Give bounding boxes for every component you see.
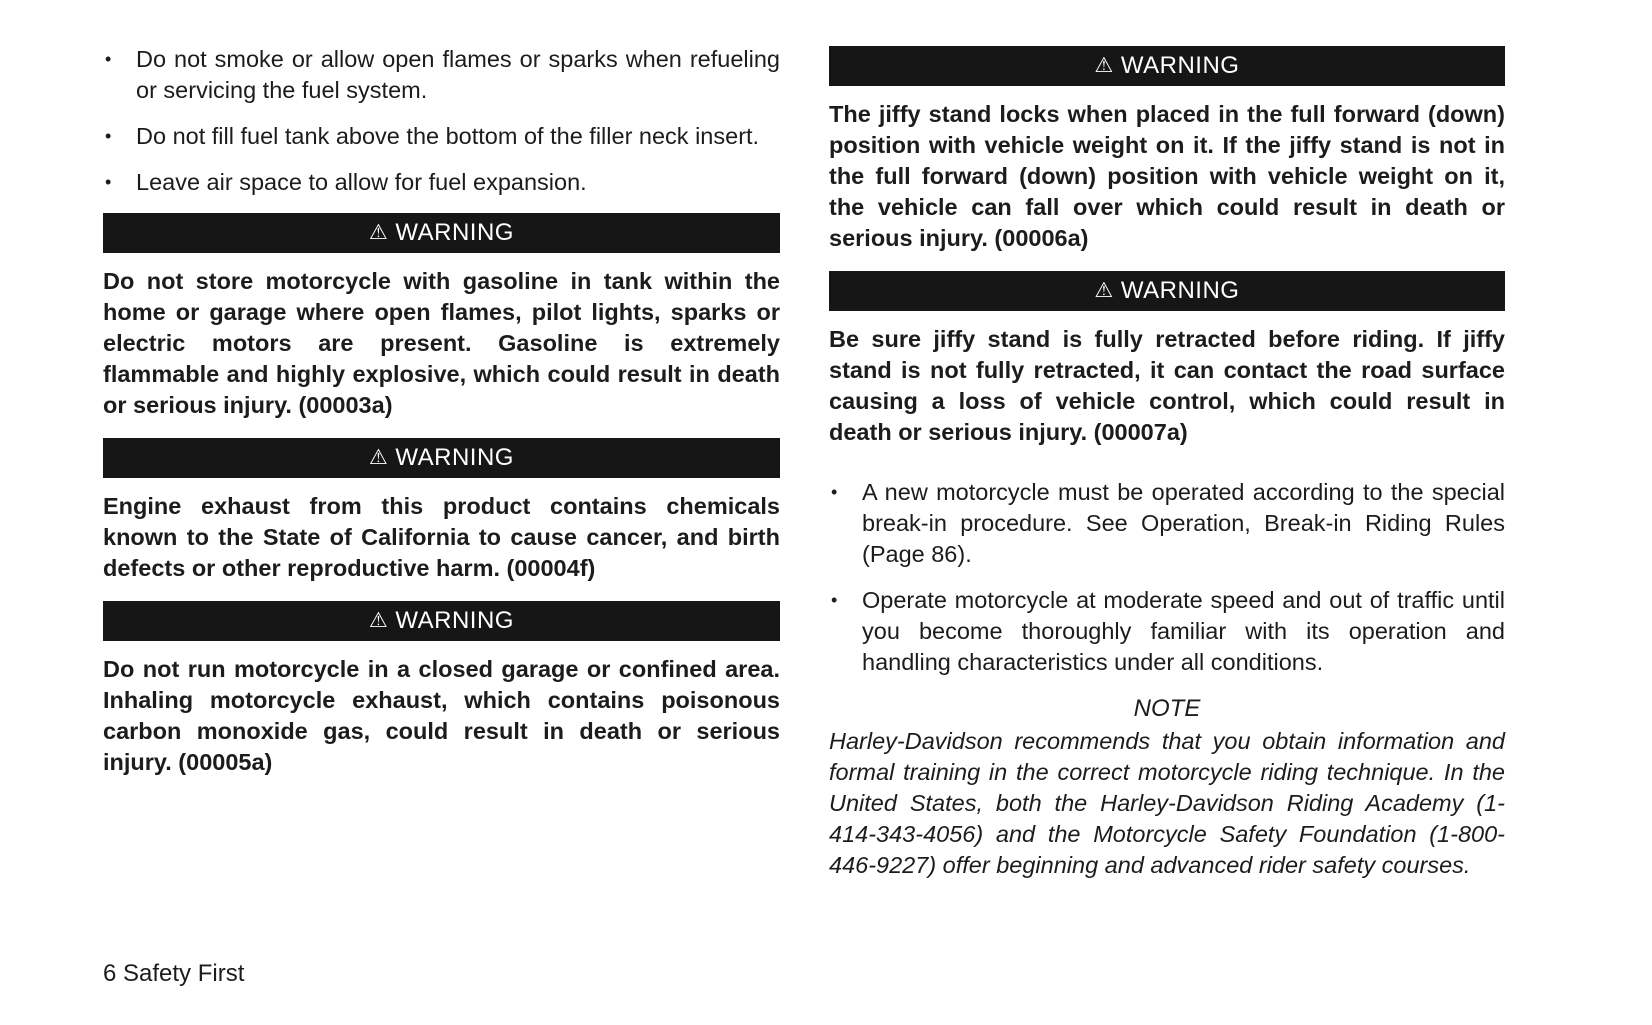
bullet-dot-icon: • [831, 590, 838, 610]
warning-text: Engine exhaust from this product contains chemicals known to the State of California to cause cancer, and birth defects or other reproductive harm. (00004f) [103, 493, 780, 581]
list-item-text: Operate motorcycle at moderate speed and out of traffic until you become thoroughly familiar with its operation and handling characteristics under all conditions. [862, 587, 1505, 675]
warning-triangle-icon: ⚠ [1094, 278, 1114, 302]
note-title: NOTE [1133, 695, 1201, 722]
warning-label: WARNING [395, 444, 514, 471]
list-item-text: A new motorcycle must be operated according to the special break-in procedure. See Operation, Break-in Riding Rules (Page 86). [862, 479, 1505, 567]
warning-label: WARNING [1120, 52, 1240, 79]
fuel-safety-list [103, 44, 780, 198]
warning-triangle-icon: ⚠ [369, 220, 389, 244]
warning-header [103, 213, 780, 253]
right-column [829, 46, 1505, 881]
warning-block [103, 213, 780, 421]
warning-triangle-icon: ⚠ [369, 445, 389, 469]
warning-block [103, 438, 780, 584]
warning-triangle-icon: ⚠ [369, 608, 389, 632]
list-item [829, 585, 1505, 678]
warning-header [829, 271, 1505, 311]
warning-block [829, 271, 1505, 448]
page-footer: 6 Safety First [103, 960, 245, 987]
list-item-text: Leave air space to allow for fuel expansion. [136, 169, 587, 195]
list-item [103, 44, 780, 106]
bullet-dot-icon: • [831, 482, 838, 502]
note-text: Harley-Davidson recommends that you obtain information and formal training in the correct motorcycle riding technique. In the United States, both the Harley-Davidson Riding Academy (1-414-343-4056) and the Motorcycle Safety Foundation (1-800-446-9227) offer beginning and advanced rider safety courses. [829, 728, 1505, 878]
bullet-dot-icon: • [105, 49, 112, 69]
warning-label: WARNING [1120, 277, 1240, 304]
warning-text: Be sure jiffy stand is fully retracted before riding. If jiffy stand is not fully retracted, it can contact the road surface causing a loss of vehicle control, which could result in death or serious injury. (00007a) [829, 326, 1505, 445]
list-item [829, 477, 1505, 570]
left-column [103, 44, 780, 778]
warning-triangle-icon: ⚠ [1094, 53, 1114, 77]
warning-header [103, 438, 780, 478]
bullet-dot-icon: • [105, 126, 112, 146]
list-item [103, 167, 780, 198]
warning-block [103, 601, 780, 778]
warning-text: The jiffy stand locks when placed in the full forward (down) position with vehicle weight on it. If the jiffy stand is not in the full forward (down) position with vehicle weight on it, the vehicle can fall over which could result in death or serious injury. (00006a) [829, 101, 1505, 251]
break-in-list [829, 477, 1505, 678]
warning-block [829, 46, 1505, 254]
list-item-text: Do not fill fuel tank above the bottom of the filler neck insert. [136, 123, 760, 149]
bullet-dot-icon: • [105, 172, 112, 192]
warning-header [103, 601, 780, 641]
list-item-text: Do not smoke or allow open flames or sparks when refueling or servicing the fuel system. [136, 46, 780, 103]
warning-header [829, 46, 1505, 86]
warning-text: Do not store motorcycle with gasoline in tank within the home or garage where open flames, pilot lights, sparks or electric motors are present. Gasoline is extremely flammable and highly explosive, which could result in death or serious injury. (00003a) [103, 268, 780, 418]
warning-text: Do not run motorcycle in a closed garage or confined area. Inhaling motorcycle exhaust, which contains poisonous carbon monoxide gas, could result in death or serious injury. (00005a) [103, 656, 780, 775]
list-item [103, 121, 780, 152]
warning-label: WARNING [395, 607, 514, 634]
warning-label: WARNING [395, 219, 514, 246]
note-block [829, 693, 1505, 881]
